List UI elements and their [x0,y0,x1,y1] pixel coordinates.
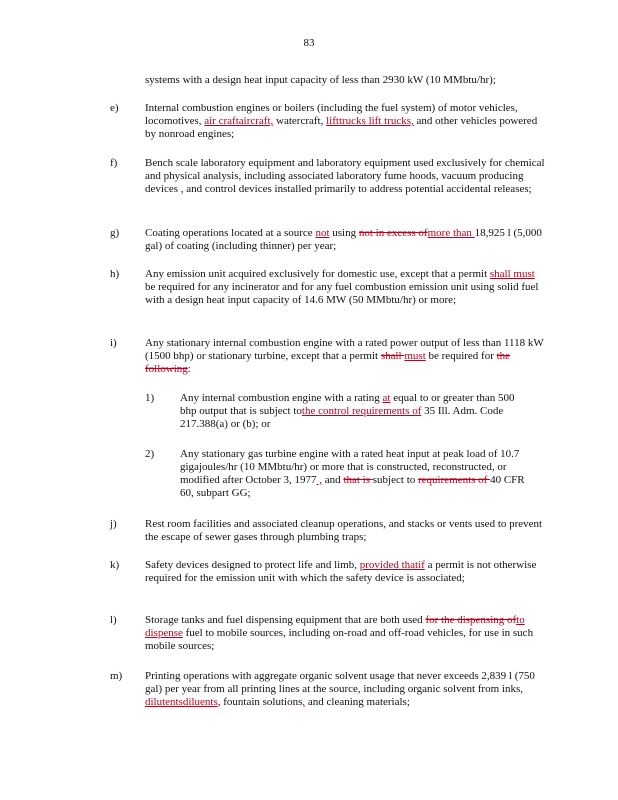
deletion: shall [380,350,405,362]
item-e-text: Internal combustion engines or boilers (including the fuel system) of motor vehicles, locomotives, air craftaircraft, watercraft, lifttrucks lift trucks, and other vehicles powered by nonroad engines; [145,102,538,140]
deletion: that is [343,474,373,486]
item-f-label: f) [110,157,118,169]
insertion: the control requirements of [301,405,422,417]
item-h-label: h) [110,268,120,280]
subitem-2-label: 2) [145,448,155,460]
item-j-text: Rest room facilities and associated cleanup operations, and stacks or vents used to prevent the escape of sewer gases through plumbing traps; [145,518,543,543]
subitem-1-label: 1) [145,392,155,404]
insertion: provided thatif [359,559,425,571]
item-i-text: Any stationary internal combustion engine with a rated power output of less than 1118 kW (1500 bhp) or stationary turbine, except that a permit shall must be required for the following: [145,337,544,375]
item-k-label: k) [110,559,120,571]
subitem-1-text: Any internal combustion engine with a rating at equal to or greater than 500 bhp output that is subject tothe control requirements of 35 Ill. Adm. Code 217.388(a) or (b); or [180,392,515,430]
insertion: , [316,474,323,486]
deletion: for the dispensing of [425,614,517,626]
item-i-label: i) [110,337,117,349]
insertion: air craftaircraft, [204,115,274,127]
item-m-label: m) [110,670,123,682]
deletion: not in excess of [358,227,428,239]
item-e-label: e) [110,102,119,114]
page-number: 83 [303,37,315,49]
insertion: must [404,350,426,362]
item-l-text: Storage tanks and fuel dispensing equipment that are both used for the dispensing ofto dispense fuel to mobile sources, including on-road and off-road vehicles, for use in such mobile sources; [145,614,534,652]
item-m-text: Printing operations with aggregate organic solvent usage that never exceeds 2,839 l (750 gal) per year from all printing lines at the source, including organic solvent from inks, dilutentsdiluents, fountain solutions, and cleaning materials; [145,670,535,708]
insertion: lifttrucks lift trucks, [326,115,414,127]
insertion: to dispense [145,614,525,639]
insertion: more than [427,227,475,239]
insertion: , [302,696,306,708]
item-f-text: Bench scale laboratory equipment and laboratory equipment used exclusively for chemical and physical analysis, including associated laboratory fume hoods, vacuum producing devices , and control devices installed primarily to address potential accidental releases; [145,157,545,195]
carry-over-text: systems with a design heat input capacity of less than 2930 kW (10 MMbtu/hr); [145,74,496,86]
deletion: the following [145,350,511,375]
insertion: not [315,227,330,239]
subitem-2-text: Any stationary gas turbine engine with a rated heat input at peak load of 10.7 gigajoules/hr (10 MMbtu/hr) or more that is constructed, reconstructed, or modified after October 3, 1977 , and that is subject to requirements of 40 CFR 60, subpart GG; [180,448,525,499]
item-l-label: l) [110,614,117,626]
item-g-label: g) [110,227,120,239]
insertion: dilutentsdiluents [145,696,218,708]
item-k-text: Safety devices designed to protect life and limb, provided thatif a permit is not otherwise required for the emission unit with which the safety device is associated; [145,559,537,584]
item-g-text: Coating operations located at a source not using not in excess ofmore than 18,925 l (5,000 gal) of coating (including thinner) per year; [145,227,542,252]
insertion: at [382,392,391,404]
deletion: requirements of [418,474,491,486]
item-h-text: Any emission unit acquired exclusively for domestic use, except that a permit shall must be required for any incinerator and for any fuel combustion emission unit using solid fuel with a design heat input capacity of 14.6 MW (50 MMbtu/hr) or more; [145,268,539,306]
insertion: shall must [489,268,535,280]
item-j-label: j) [110,518,117,530]
